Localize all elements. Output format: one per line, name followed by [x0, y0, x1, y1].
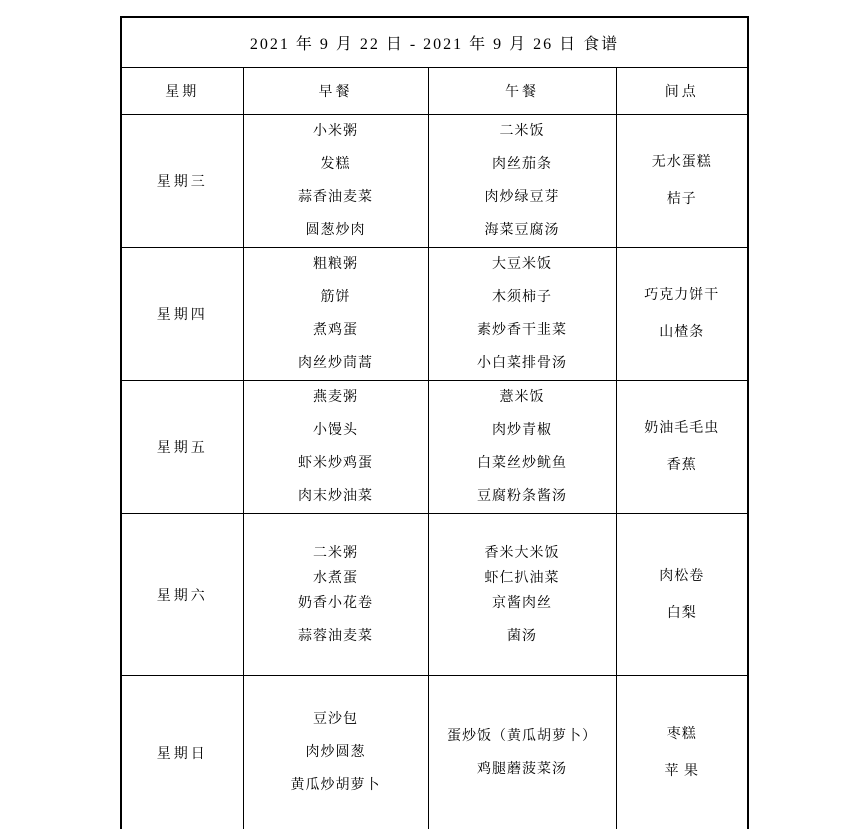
- menu-item: 蛋炒饭（黄瓜胡萝卜）: [447, 728, 597, 744]
- menu-item: 二米饭: [499, 124, 545, 139]
- breakfast-cell: [243, 514, 428, 676]
- snack-cell: [616, 514, 748, 676]
- menu-item: 海菜豆腐汤: [484, 223, 560, 238]
- menu-item: 煮鸡蛋: [313, 323, 358, 338]
- title-row: [121, 17, 748, 68]
- snack-cell: [616, 381, 748, 514]
- menu-row: [121, 248, 748, 381]
- menu-item: 水煮蛋: [313, 570, 358, 586]
- col-header-snack: 间点: [616, 68, 748, 115]
- lunch-cell: [428, 381, 616, 514]
- snack-cell: [616, 676, 748, 829]
- menu-item: 肉松卷: [659, 568, 705, 584]
- menu-item: 木须柿子: [492, 290, 552, 305]
- col-header-day: 星期: [121, 68, 243, 115]
- menu-item: 薏米饭: [499, 390, 545, 405]
- menu-item: 肉炒绿豆芽: [484, 190, 560, 205]
- menu-item: 黄瓜炒胡萝卜: [290, 778, 381, 794]
- menu-item: 枣糕: [666, 726, 697, 742]
- menu-item: 肉末炒油菜: [298, 489, 373, 504]
- menu-item: 素炒香干韭菜: [477, 323, 567, 338]
- breakfast-cell: [243, 676, 428, 829]
- menu-item: 鸡腿蘑菠菜汤: [477, 761, 567, 777]
- menu-item: 苹 果: [664, 763, 700, 779]
- day-cell: 星期日: [121, 676, 243, 829]
- menu-item: 豆腐粉条酱汤: [477, 489, 567, 504]
- menu-item: 香蕉: [666, 458, 697, 473]
- day-cell: 星期五: [121, 381, 243, 514]
- col-header-breakfast: 早餐: [243, 68, 428, 115]
- menu-item: 白梨: [666, 605, 697, 621]
- menu-item: 白菜丝炒鱿鱼: [477, 456, 567, 471]
- menu-row: [121, 381, 748, 514]
- menu-item: 奶香小花卷: [298, 595, 373, 611]
- header-row: [121, 68, 748, 115]
- menu-item: 燕麦粥: [313, 390, 358, 405]
- day-cell: 星期六: [121, 514, 243, 676]
- menu-item: 京酱肉丝: [492, 595, 552, 611]
- menu-item: 发糕: [320, 157, 351, 172]
- table-title: 2021 年 9 月 22 日 - 2021 年 9 月 26 日 食谱: [121, 17, 748, 68]
- menu-row: [121, 514, 748, 676]
- menu-item: 蒜香油麦菜: [298, 190, 373, 205]
- menu-item: 小米粥: [313, 124, 358, 139]
- menu-row: [121, 115, 748, 248]
- menu-table: [120, 16, 749, 829]
- menu-item: 巧克力饼干: [644, 288, 720, 303]
- menu-row: [121, 676, 748, 829]
- menu-item: 菌汤: [507, 628, 537, 644]
- menu-item: 大豆米饭: [492, 257, 552, 272]
- menu-item: 小馒头: [313, 423, 358, 438]
- menu-item: 圆葱炒肉: [305, 223, 366, 238]
- menu-item: 筋饼: [320, 290, 351, 305]
- menu-item: 桔子: [666, 192, 697, 207]
- breakfast-cell: [243, 248, 428, 381]
- menu-item: 无水蛋糕: [651, 155, 712, 170]
- breakfast-cell: [243, 381, 428, 514]
- menu-item: 虾米炒鸡蛋: [298, 456, 373, 471]
- lunch-cell: [428, 514, 616, 676]
- snack-cell: [616, 248, 748, 381]
- menu-item: 粗粮粥: [313, 257, 358, 272]
- menu-item: 肉炒青椒: [492, 423, 552, 438]
- menu-item: 山楂条: [659, 325, 705, 340]
- snack-cell: [616, 115, 748, 248]
- menu-item: 香米大米饭: [484, 545, 560, 561]
- menu-item: 奶油毛毛虫: [644, 421, 720, 436]
- menu-item: 蒜蓉油麦菜: [298, 628, 373, 644]
- lunch-cell: [428, 248, 616, 381]
- lunch-cell: [428, 676, 616, 829]
- menu-item: 虾仁扒油菜: [484, 570, 560, 586]
- menu-item: 肉丝炒茼蒿: [298, 356, 373, 371]
- breakfast-cell: [243, 115, 428, 248]
- menu-item: 小白菜排骨汤: [477, 356, 567, 371]
- col-header-lunch: 午餐: [428, 68, 616, 115]
- day-cell: 星期四: [121, 248, 243, 381]
- lunch-cell: [428, 115, 616, 248]
- menu-item: 肉丝茄条: [492, 157, 552, 172]
- menu-item: 豆沙包: [313, 712, 358, 728]
- day-cell: 星期三: [121, 115, 243, 248]
- menu-item: 二米粥: [313, 545, 358, 561]
- menu-item: 肉炒圆葱: [305, 745, 366, 761]
